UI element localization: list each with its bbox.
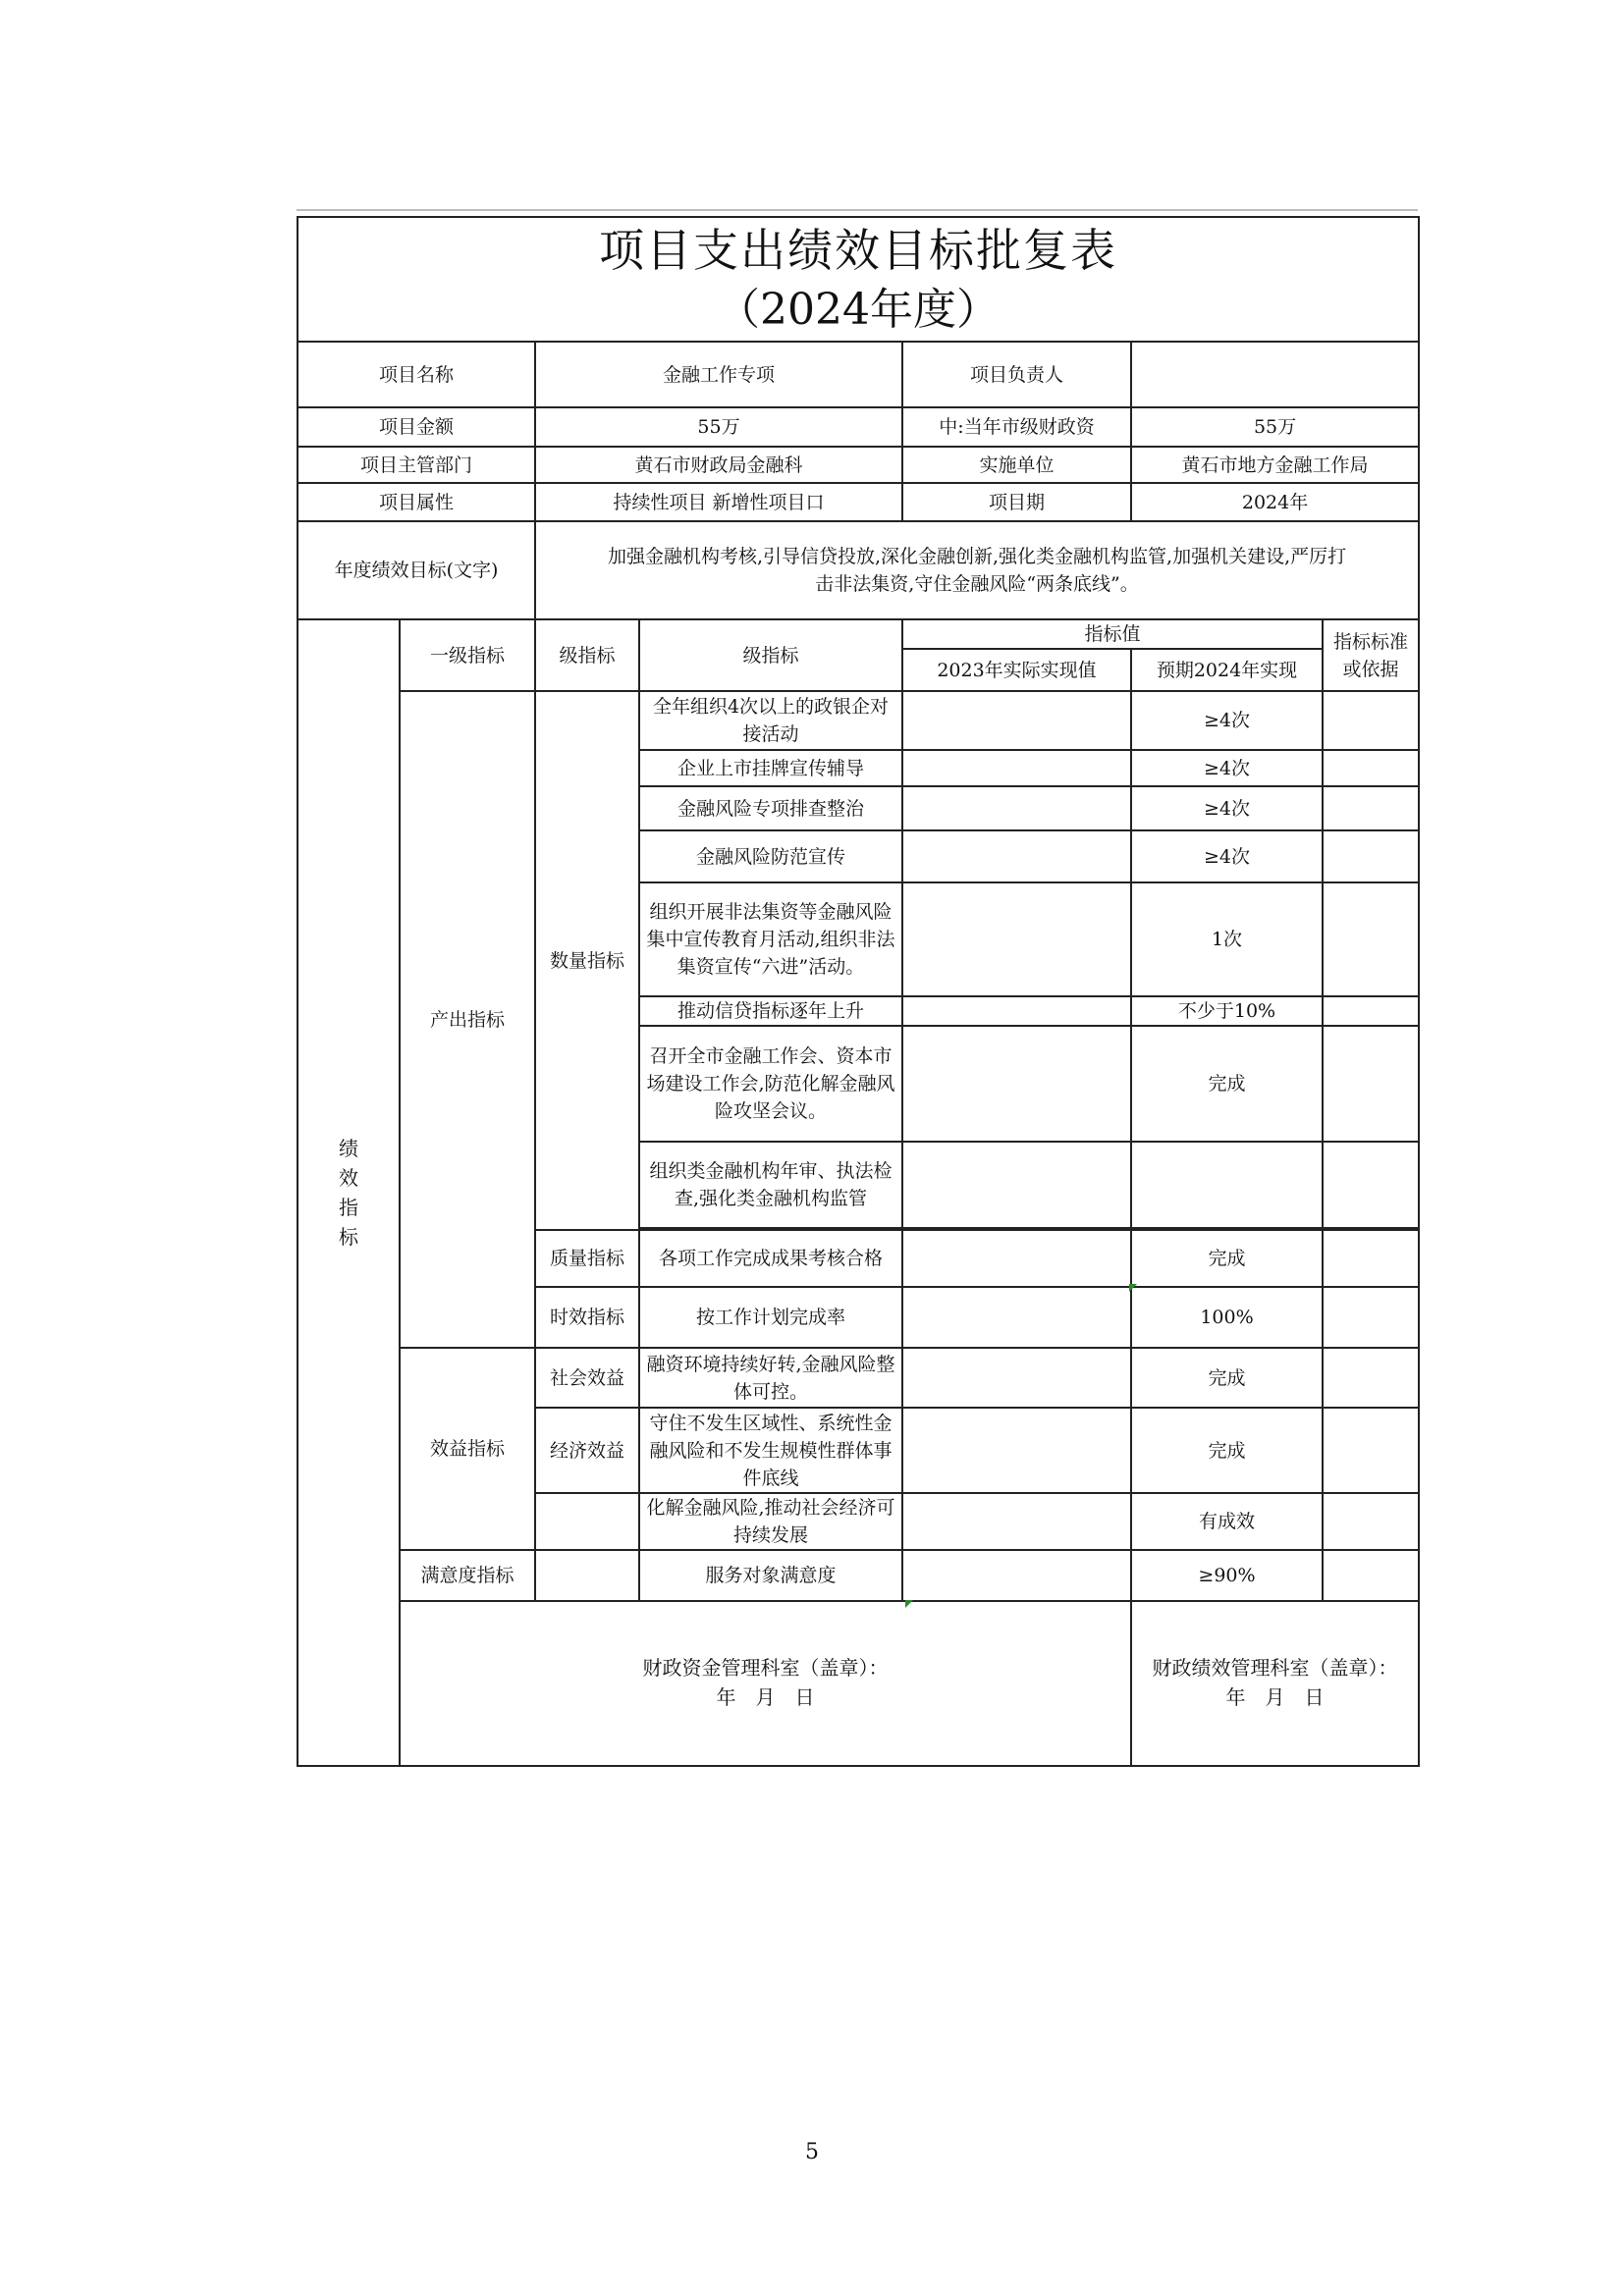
actual-2023-value [902,1408,1131,1493]
actual-2023-value [902,1493,1131,1550]
finance-fund-office-date: 年 月 日 [716,1685,815,1709]
standard-header: 指标标准或依据 [1323,619,1419,691]
expected-2024-value: ≥4次 [1131,750,1323,786]
indicator-basis [1323,691,1419,750]
indicator-name: 企业上市挂牌宣传辅导 [639,750,902,786]
actual-2023-value [902,1348,1131,1408]
performance-office-date: 年 月 日 [1225,1685,1325,1709]
indicator-name: 各项工作完成成果考核合格 [639,1230,902,1287]
finance-fund-office-signature [400,1601,1131,1766]
indicator-basis [1323,750,1419,786]
project-owner-label: 项目负责人 [902,342,1131,407]
approval-form-sheet [297,209,1418,1752]
project-amount-label: 项目金额 [298,407,535,447]
city-fund-label: 中:当年市级财政资 [902,407,1131,447]
indicator-basis [1323,1493,1419,1550]
city-fund-value: 55万 [1131,407,1419,447]
expected-2024-value: ≥90% [1131,1550,1323,1601]
approval-form-table [297,216,1420,1767]
indicator-basis [1323,1550,1419,1601]
supervising-dept-label: 项目主管部门 [298,447,535,483]
expected-2024-value: 完成 [1131,1026,1323,1142]
performance-office-signature [1131,1601,1419,1766]
satisfaction-indicator-group: 满意度指标 [400,1550,535,1601]
level3-header: 级指标 [639,619,902,691]
indicator-basis [1323,786,1419,830]
implementing-unit-label: 实施单位 [902,447,1131,483]
expected-2024-value: 100% [1131,1287,1323,1348]
indicator-basis [1323,1408,1419,1493]
indicator-name: 金融风险防范宣传 [639,830,902,882]
page-title: 项目支出绩效目标批复表 [599,223,1118,277]
actual-2023-value [902,1287,1131,1348]
indicator-name: 推动信贷指标逐年上升 [639,996,902,1026]
actual-2023-value [902,750,1131,786]
finance-fund-office-label: 财政资金管理科室（盖章）： [642,1656,889,1680]
expected-2024-value: 有成效 [1131,1493,1323,1550]
indicator-name: 金融风险专项排查整治 [639,786,902,830]
quantity-indicator-group: 数量指标 [535,691,639,1230]
project-amount-value: 55万 [535,407,902,447]
cell-corner-marker [1129,1284,1137,1292]
level1-header: 一级指标 [400,619,535,691]
benefit-subgroup-empty [535,1493,639,1550]
actual-2023-value [902,691,1131,750]
satisfaction-subgroup-empty [535,1550,639,1601]
indicator-name: 守住不发生区域性、系统性金融风险和不发生规模性群体事件底线 [639,1408,902,1493]
project-period-value: 2024年 [1131,483,1419,521]
indicator-basis [1323,1142,1419,1228]
expected-2024-value: ≥4次 [1131,786,1323,830]
expected-2024-value: 完成 [1131,1230,1323,1287]
quality-indicator-group: 质量指标 [535,1230,639,1287]
performance-office-label: 财政绩效管理科室（盖章）： [1152,1656,1398,1680]
expected-2024-value: ≥4次 [1131,830,1323,882]
indicator-basis [1323,996,1419,1026]
expected-2024-value [1131,1142,1323,1228]
output-indicator-group: 产出指标 [400,691,535,1348]
social-benefit-group: 社会效益 [535,1348,639,1408]
expected-2024-value: 完成 [1131,1348,1323,1408]
page-number: 5 [805,2140,819,2164]
cell-corner-marker [905,1600,913,1608]
supervising-dept-value: 黄石市财政局金融科 [535,447,902,483]
project-attribute-label: 项目属性 [298,483,535,521]
actual-2023-header: 2023年实际实现值 [902,649,1131,691]
indicator-name: 全年组织4次以上的政银企对接活动 [639,691,902,750]
level2-header: 级指标 [535,619,639,691]
indicator-value-header: 指标值 [902,619,1323,649]
actual-2023-value [902,786,1131,830]
performance-indicator-label [298,619,400,1766]
expected-2024-header: 预期2024年实现 [1131,649,1323,691]
expected-2024-value: 1次 [1131,882,1323,996]
project-owner-value [1131,342,1419,407]
actual-2023-value [902,1142,1131,1228]
title-cell [298,217,1419,342]
actual-2023-value [902,996,1131,1026]
indicator-basis [1323,882,1419,996]
benefit-indicator-group: 效益指标 [400,1348,535,1550]
indicator-basis [1323,1348,1419,1408]
expected-2024-value: ≥4次 [1131,691,1323,750]
expected-2024-value: 完成 [1131,1408,1323,1493]
page-subtitle: （2024年度） [717,284,1001,335]
indicator-name: 化解金融风险,推动社会经济可持续发展 [639,1493,902,1550]
actual-2023-value [902,882,1131,996]
indicator-basis [1323,1230,1419,1287]
timeliness-indicator-group: 时效指标 [535,1287,639,1348]
annual-goal-value: 加强金融机构考核,引导信贷投放,深化金融创新,强化类金融机构监管,加强机关建设,严厉打击非法集资,守住金融风险“两条底线”。 [535,521,1419,619]
actual-2023-value [902,830,1131,882]
economic-benefit-group: 经济效益 [535,1408,639,1493]
project-attribute-value: 持续性项目 新增性项目口 [535,483,902,521]
project-name-label: 项目名称 [298,342,535,407]
actual-2023-value [902,1026,1131,1142]
project-period-label: 项目期 [902,483,1131,521]
expected-2024-value: 不少于10% [1131,996,1323,1026]
indicator-name: 召开全市金融工作会、资本市场建设工作会,防范化解金融风险攻坚会议。 [639,1026,902,1142]
indicator-name: 按工作计划完成率 [639,1287,902,1348]
indicator-name: 服务对象满意度 [639,1550,902,1601]
indicator-name: 融资环境持续好转,金融风险整体可控。 [639,1348,902,1408]
actual-2023-value [902,1550,1131,1601]
indicator-basis [1323,830,1419,882]
performance-indicator-text: 绩效指标 [339,1137,358,1249]
actual-2023-value [902,1230,1131,1287]
indicator-basis [1323,1026,1419,1142]
implementing-unit-value: 黄石市地方金融工作局 [1131,447,1419,483]
indicator-name: 组织开展非法集资等金融风险集中宣传教育月活动,组织非法集资宣传“六进”活动。 [639,882,902,996]
annual-goal-label: 年度绩效目标(文字) [298,521,535,619]
indicator-basis [1323,1287,1419,1348]
project-name-value: 金融工作专项 [535,342,902,407]
indicator-name: 组织类金融机构年审、执法检查,强化类金融机构监管 [639,1142,902,1228]
